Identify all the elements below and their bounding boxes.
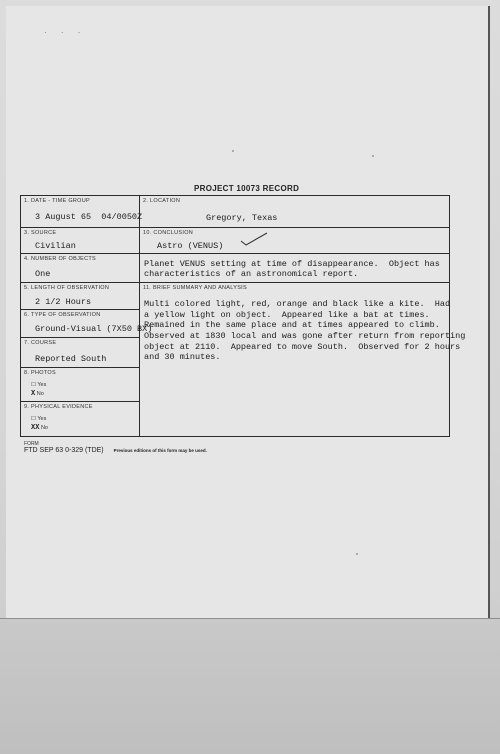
summary-line: Observed at 1830 local and was gone after return from reporting — [144, 330, 466, 341]
right-column — [140, 196, 466, 436]
conclusion-cell — [140, 228, 449, 254]
summary-line: a yellow light on object. Appeared like a bat at times. — [144, 309, 430, 320]
summary-line: object at 2110. Appeared to move South. Observed for 2 hours — [144, 341, 461, 352]
length-of-observation-value: 2 1/2 Hours — [35, 297, 92, 307]
length-of-observation-cell — [21, 283, 139, 310]
date-time-label: 1. DATE - TIME GROUP — [24, 198, 90, 204]
speck — [356, 553, 358, 555]
photos-label: 8. PHOTOS — [24, 370, 56, 376]
source-value: Civilian — [35, 241, 76, 251]
brief-summary-label: 11. BRIEF SUMMARY AND ANALYSIS — [143, 285, 247, 291]
summary-line: Multi colored light, red, orange and black like a kite. Had — [144, 299, 451, 309]
number-of-objects-cell — [21, 254, 139, 283]
date-time-value: 3 August 65 04/0050Z — [35, 212, 143, 222]
summary-line: Remained in the same place and at times appeared to climb. — [144, 320, 440, 331]
location-label: 2. LOCATION — [143, 198, 181, 204]
photos-yes-label: Yes — [37, 382, 47, 388]
photos-no-option — [31, 390, 44, 398]
summary-line: and 30 minutes. — [144, 352, 221, 363]
type-of-observation-label: 6. TYPE OF OBSERVATION — [24, 312, 101, 318]
physical-evidence-no-mark: XX — [31, 424, 40, 432]
course-value: Reported South — [35, 354, 107, 364]
previous-editions-note: Previous editions of this form may be used. — [113, 448, 207, 453]
physical-evidence-cell — [21, 402, 139, 438]
conclusion-note-cell — [140, 254, 449, 283]
source-cell — [21, 228, 139, 254]
type-of-observation-value: Ground-Visual (7X50 BX) — [35, 324, 153, 334]
left-column — [21, 196, 153, 436]
handwritten-checkmark-icon — [240, 232, 268, 246]
physical-evidence-yes-option: ☐ Yes — [31, 416, 47, 422]
brief-summary-text — [144, 299, 466, 363]
footer-form-id — [24, 447, 207, 454]
location-value: Gregory, Texas — [206, 213, 278, 223]
physical-evidence-no-label: No — [40, 425, 48, 431]
date-time-cell — [21, 196, 143, 228]
number-of-objects-value: One — [35, 269, 51, 279]
length-of-observation-label: 5. LENGTH OF OBSERVATION — [24, 285, 110, 291]
speck — [372, 155, 374, 157]
brief-summary-cell — [140, 283, 466, 438]
photos-yes-option: ☐ Yes — [31, 382, 47, 388]
conclusion-value: Astro (VENUS) — [157, 241, 224, 251]
physical-evidence-no-option — [31, 424, 48, 432]
form-id: FTD SEP 63 0-329 (TDE) — [24, 447, 104, 454]
photos-no-label: No — [36, 391, 44, 397]
scan-specks: · · · — [44, 28, 87, 37]
photos-cell — [21, 368, 139, 402]
physical-evidence-label: 9. PHYSICAL EVIDENCE — [24, 404, 93, 410]
course-label: 7. COURSE — [24, 340, 57, 346]
conclusion-label: 10. CONCLUSION — [143, 230, 194, 236]
location-cell — [140, 196, 449, 228]
conclusion-note-line-1: Planet VENUS setting at time of disappearance. Object has — [144, 259, 440, 269]
footer-form-word: FORM — [24, 441, 39, 447]
number-of-objects-label: 4. NUMBER OF OBJECTS — [24, 256, 97, 262]
source-label: 3. SOURCE — [24, 230, 57, 236]
type-of-observation-cell — [21, 310, 153, 338]
photos-no-mark: X — [31, 390, 36, 398]
conclusion-note-line-2: characteristics of an astronomical report. — [144, 269, 359, 279]
physical-evidence-yes-label: Yes — [37, 416, 47, 422]
speck — [232, 150, 234, 152]
course-cell — [21, 338, 139, 368]
page-title: PROJECT 10073 RECORD — [194, 184, 300, 193]
record-form — [20, 195, 466, 437]
lower-scan-area — [0, 618, 500, 754]
